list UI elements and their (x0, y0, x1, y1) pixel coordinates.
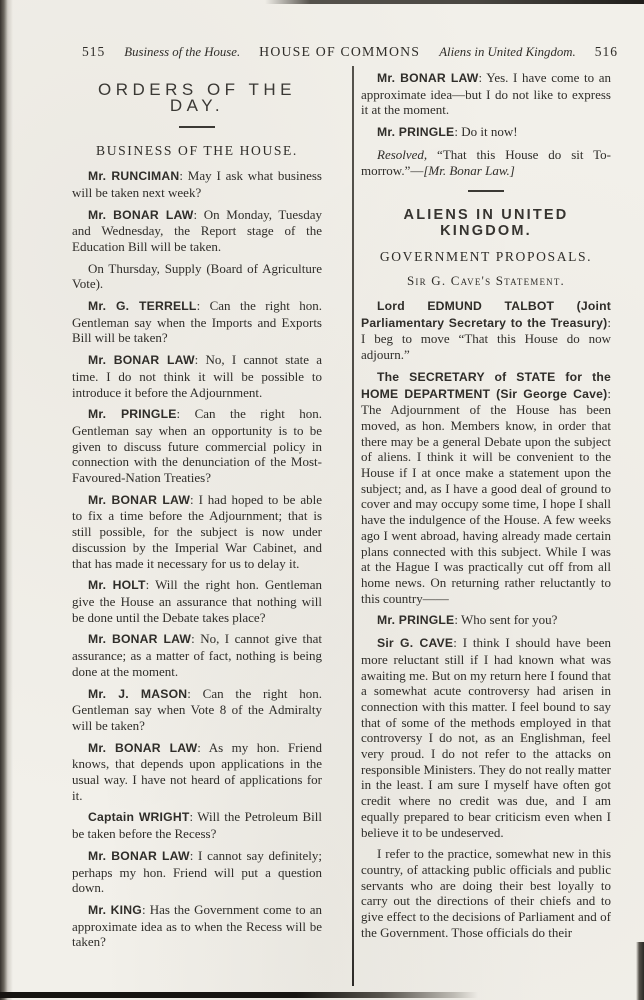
body-paragraph: I refer to the practice, somewhat new in this country, of attacking public officials and public servants who are doing their best loyally to carry out the directions of their chiefs and to give effect to the decisions of Parliament and of the Government. Those officials do their (361, 846, 611, 940)
speaker-name: Mr. PRINGLE (88, 407, 177, 422)
speech-text: Do it now! (461, 124, 518, 140)
resolution-attribution: [Mr. Bonar Law.] (423, 162, 515, 178)
heading-sub: BUSINESS OF THE HOUSE. (96, 143, 298, 159)
speaker-name: Mr. KING (88, 902, 142, 917)
speech-paragraph: Mr. PRINGLE: Who sent for you? (377, 612, 558, 628)
speech-paragraph: Mr. J. MASON: Can the right hon. Gentleman say when Vote 8 of the Admiralty will be taken? (72, 685, 322, 733)
speech-text: The Adjournment of the House has been moved, as hon. Members know, in order that there may be a general Debate upon the subject of aliens. I think it will be convenient to the House if I at once make a statement upon the subject; and, as I have a good deal of ground to cover and may occupy some time, I hope I shall have the indulgence of the House. A few weeks ago I went abroad, having already made certain plans connected with this subject. While I was at the Hague I was practically cut off from all home news. On returning rather reluctantly to this country—— (361, 402, 611, 606)
speech-paragraph: Mr. RUNCIMAN: May I ask what business will be taken next week? (72, 168, 322, 200)
scan-edge-top (265, 0, 644, 4)
page-gutter-shadow (0, 0, 13, 1000)
page-header (82, 44, 618, 60)
speaker-name: Mr. J. MASON (88, 686, 188, 701)
speaker-name: Mr. BONAR LAW (88, 207, 194, 222)
speech-paragraph: Mr. KING: Has the Government come to an approximate idea as to when the Recess will be taken? (72, 901, 322, 950)
speech-text: Yes. I have come to an approximate idea—but I do not like to express it at the moment. (361, 70, 611, 118)
body-paragraph: On Thursday, Supply (Board of Agriculture Vote). (72, 260, 322, 292)
speech-text: Can the right hon. Gentleman say when the Imports and Exports Bill will be taken? (72, 298, 322, 346)
speaker-name: Mr. BONAR LAW (88, 848, 190, 863)
center-title: HOUSE OF COMMONS (259, 44, 421, 59)
speech-text: I think I should have been more reluctant still if I had known what was awaiting me. But on my return here I found that a somewhat acute controversy had arisen in connection with this matter. I feel bound to say that of some of the methods employed in that controversy I do not, as an Englishman, feel very proud. I do not refer to the attacks on responsible Ministers. They do not really matter in the least. I am sure I myself have often got credit where no credit was due, and I am equally prepared to bear criticism even when I believe it to be undeserved. (361, 635, 611, 840)
speech-paragraph: Mr. BONAR LAW: No, I cannot give that assurance; as a matter of fact, nothing is being done at the moment. (72, 631, 322, 679)
speech-paragraph: Mr. HOLT: Will the right hon. Gentleman give the House an assurance that nothing will be done until the Debate takes place? (72, 577, 322, 625)
speaker-name: The SECRETARY of STATE for the HOME DEPARTMENT (Sir George Cave) (361, 369, 611, 401)
running-title-left: Business of the House. (124, 45, 241, 59)
running-title-right: Aliens in United Kingdom. (439, 45, 576, 59)
speech-text: Can the right hon. Gentleman say when Vote 8 of the Admiralty will be taken? (72, 685, 322, 733)
speech-paragraph: Captain WRIGHT: Will the Petroleum Bill be taken before the Recess? (72, 809, 322, 842)
speaker-name: Mr. RUNCIMAN (88, 169, 180, 184)
speech-paragraph: Mr. BONAR LAW: I cannot say definitely; perhaps my hon. Friend will put a question down. (72, 847, 322, 896)
page-number-right: 516 (594, 44, 618, 59)
speech-text: Will the Petroleum Bill be taken before the Recess? (72, 809, 322, 842)
section-divider-dash (179, 126, 215, 128)
speaker-name: Sir G. CAVE (377, 636, 454, 651)
left-column (72, 82, 322, 950)
speaker-name: Mr. BONAR LAW (88, 632, 192, 647)
speech-paragraph: Mr. PRINGLE: Can the right hon. Gentleman say when an opportunity is to be given to discuss future commercial policy in connection with the denunciation of the Most-Favoured-Nation Treaties? (72, 406, 322, 486)
speech-text: On Monday, Tuesday and Wednesday, the Report stage of the Education Bill will be taken. (72, 206, 322, 254)
heading-large: ORDERS OF THE DAY. (98, 80, 296, 115)
speech-text: As my hon. Friend knows, that depends upon applications in the usual way. I have not heard of applications for it. (72, 739, 322, 803)
speaker-name: Lord EDMUND TALBOT (Joint Parliamentary Secretary to the Treasury) (361, 299, 611, 330)
speaker-name: Mr. BONAR LAW (88, 740, 198, 755)
speech-paragraph: The SECRETARY of STATE for the HOME DEPARTMENT (Sir George Cave): The Adjournment of the House has been moved, as hon. Members know, in order that there may be a general Debate upon the subject of aliens. I think it will be convenient to the House if I at once make a statement upon the subject; and, as I have a good deal of ground to cover and may occupy some time, I hope I shall have the indulgence of the House. A few weeks ago I went abroad, having already made certain plans connected with this subject. While I was at the Hague I was practically cut off from all home news. On returning rather reluctantly to this country—— (361, 369, 611, 606)
speaker-name: Mr. BONAR LAW (377, 71, 479, 85)
page-number-left: 515 (82, 44, 106, 59)
speech-paragraph: Mr. BONAR LAW: I had hoped to be able to fix a time before the Adjournment; that is still possible, for the subject is now under discussion by the Imperial War Cabinet, and that has made it necessary for us to delay it. (72, 491, 322, 571)
speech-text: No, I cannot give that assurance; as a matter of fact, nothing is being done at the moment. (72, 631, 322, 679)
speech-text: Can the right hon. Gentleman say when an opportunity is to be given to discuss future commercial policy in connection with the denunciation of the Most-Favoured-Nation Treaties? (72, 406, 322, 486)
speech-text: Will the right hon. Gentleman give the House an assurance that nothing will be done until the Debate takes place? (72, 577, 322, 625)
speech-text: May I ask what business will be taken next week? (72, 168, 322, 200)
speaker-name: Mr. PRINGLE (377, 125, 455, 140)
speaker-name: Captain WRIGHT (88, 810, 190, 825)
heading-smallcaps: Sir G. Cave's Statement. (406, 273, 566, 289)
speech-text: I cannot say definitely; perhaps my hon. Friend will put a question down. (72, 847, 322, 896)
heading-aliens: ALIENS IN UNITED KINGDOM. (403, 207, 569, 239)
speaker-name: Mr. PRINGLE (377, 613, 455, 628)
speech-paragraph: Sir G. CAVE: I think I should have been more reluctant still if I had known what was awaiting me. But on my return here I found that a somewhat acute controversy had arisen in connection with this matter. I feel bound to say that of some of the methods employed in that controversy I do not, as an Englishman, feel very proud. I do not refer to the attacks on responsible Ministers. They do not really matter in the least. I am sure I myself have often got credit where no credit was due, and I am equally prepared to bear criticism even when I believe it to be undeserved. (361, 635, 611, 840)
speech-paragraph: Mr. BONAR LAW: No, I cannot state a time. I do not think it will be possible to introduce it before the Adjournment. (72, 352, 322, 400)
speech-paragraph: Mr. BONAR LAW: As my hon. Friend knows, that depends upon applications in the usual way. I have not heard of applications for it. (72, 739, 322, 803)
resolution-paragraph (361, 147, 611, 178)
scan-edge-bottom (0, 992, 478, 998)
speech-text: I beg to move “That this House do now adjourn.” (361, 331, 611, 363)
speech-paragraph: Mr. G. TERRELL: Can the right hon. Gentleman say when the Imports and Exports Bill will be taken? (72, 298, 322, 346)
speech-paragraph: Mr. PRINGLE: Do it now! (377, 124, 518, 140)
speaker-name: Mr. HOLT (88, 578, 146, 593)
speaker-name: Mr. G. TERRELL (88, 299, 197, 314)
speech-text: Has the Government come to an approximate idea as to when the Recess will be taken? (72, 901, 322, 950)
scan-edge-right (636, 942, 644, 1000)
speaker-name: Mr. BONAR LAW (88, 353, 195, 368)
speech-paragraph: Mr. BONAR LAW: Yes. I have come to an approximate idea—but I do not like to express it at the moment. (361, 70, 611, 118)
speech-paragraph: Mr. BONAR LAW: On Monday, Tuesday and Wednesday, the Report stage of the Education Bill will be taken. (72, 206, 322, 254)
speech-text: I had hoped to be able to fix a time before the Adjournment; that is still possible, for the subject is now under discussion by the Imperial War Cabinet, and that has made it necessary for us to delay it. (72, 491, 322, 571)
heading-sub: GOVERNMENT PROPOSALS. (379, 248, 593, 264)
resolution-lead: Resolved, (377, 146, 428, 162)
speech-text: Who sent for you? (461, 612, 558, 628)
column-divider-rule (352, 66, 354, 986)
section-divider-dash (468, 190, 504, 192)
resolution-text: “That this House do sit To-morrow.”— (361, 146, 611, 178)
right-column (361, 70, 611, 940)
speaker-name: Mr. BONAR LAW (88, 492, 191, 507)
speech-paragraph: Lord EDMUND TALBOT (Joint Parliamentary Secretary to the Treasury): I beg to move “That this House do now adjourn.” (361, 299, 611, 363)
speech-text: No, I cannot state a time. I do not think it will be possible to introduce it before the Adjournment. (72, 352, 322, 400)
